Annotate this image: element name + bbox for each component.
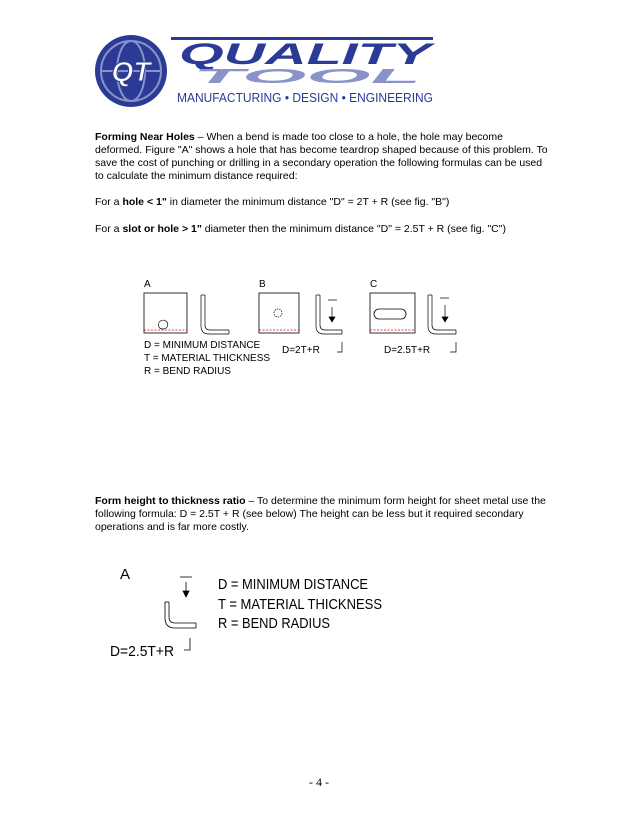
rule-hole-small: For a hole < 1" in diameter the minimum distance "D" = 2T + R (see fig. "B") xyxy=(95,196,450,208)
fig-a-bend xyxy=(201,295,229,334)
fig1-legend-t: T = MATERIAL THICKNESS xyxy=(144,353,271,364)
fig-a-panel xyxy=(144,293,187,333)
figure-hole-distance xyxy=(138,276,468,380)
fig-b-panel xyxy=(259,293,299,333)
page-number: - 4 - xyxy=(309,775,329,789)
fig1-label-a: A xyxy=(144,279,151,290)
fig-c-bend xyxy=(428,295,456,352)
figure-form-height xyxy=(110,560,410,666)
fig2-formula: D=2.5T+R xyxy=(110,643,175,660)
rule1-condition: hole < 1" xyxy=(122,196,167,208)
rule-hole-large: For a slot or hole > 1" diameter then the minimum distance "D" = 2.5T + R (see fig. "C") xyxy=(95,223,506,235)
fig1-formula-c: D=2.5T+R xyxy=(384,345,431,356)
slot-hole xyxy=(374,309,406,319)
fig2-bend xyxy=(165,577,196,650)
fig1-legend-d: D = MINIMUM DISTANCE xyxy=(144,340,261,351)
forming-near-holes-paragraph xyxy=(95,131,550,183)
fig-b-bend xyxy=(316,295,342,352)
fig1-label-c: C xyxy=(370,279,378,290)
teardrop-hole xyxy=(159,320,168,329)
logo-tagline: MANUFACTURING • DESIGN • ENGINEERING xyxy=(177,90,433,105)
fig2-legend-d: D = MINIMUM DISTANCE xyxy=(218,576,368,593)
fig1-formula-b: D=2T+R xyxy=(282,345,320,356)
fig2-legend-r: R = BEND RADIUS xyxy=(218,615,330,632)
section1-heading: Forming Near Holes xyxy=(95,131,195,143)
form-height-paragraph xyxy=(95,495,550,534)
logo-line2: TOOL xyxy=(193,66,421,88)
small-hole xyxy=(274,309,282,317)
fig2-label-a: A xyxy=(120,566,131,583)
fig1-label-b: B xyxy=(259,279,266,290)
section2-heading: Form height to thickness ratio xyxy=(95,495,246,507)
logo-line1: QUALITY xyxy=(179,38,437,71)
section1-body: – When a bend is made too close to a hole, the hole may become deformed. Figure "A" shows a hole that has become teardrop shaped because of this problem. To save the cost of punching or drilling in a secondary operation the following formulas can be used to calculate the minimum distance required: xyxy=(95,131,548,182)
fig-c-panel xyxy=(370,293,415,333)
fig2-legend-t: T = MATERIAL THICKNESS xyxy=(218,596,382,613)
company-logo xyxy=(93,33,438,108)
section2-body: – To determine the minimum form height for sheet metal use the following formula: D = 2.5T + R (see below) The height can be less but it required secondary operations and is far more costly. xyxy=(95,495,546,533)
rule2-condition: slot or hole > 1" xyxy=(122,223,202,235)
logo-mark: QT xyxy=(111,56,151,87)
fig1-legend-r: R = BEND RADIUS xyxy=(144,366,231,377)
